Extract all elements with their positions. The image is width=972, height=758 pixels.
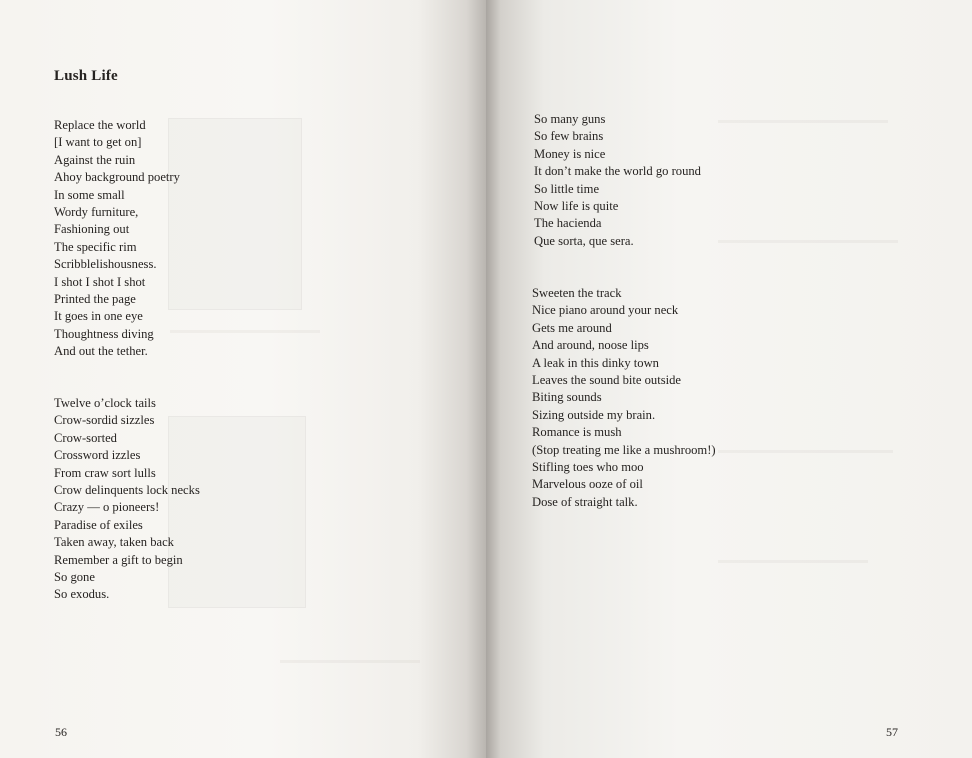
poem-line: Romance is mush <box>532 425 622 440</box>
poem-line: Thoughtness diving <box>54 326 154 341</box>
poem-line: Gets me around <box>532 320 612 335</box>
show-through-ghost <box>718 240 898 243</box>
poem-line: Crow-sordid sizzles <box>54 413 155 428</box>
poem-line: It goes in one eye <box>54 309 143 324</box>
poem-line: From craw sort lulls <box>54 465 156 480</box>
poem-line: It don’t make the world go round <box>534 164 701 179</box>
stanza <box>54 395 200 604</box>
poem-line: Leaves the sound bite outside <box>532 373 681 388</box>
poem-title: Lush Life <box>54 68 118 84</box>
page-number: 57 <box>886 725 898 739</box>
poem-line: Sizing outside my brain. <box>532 407 656 422</box>
poem-line: I shot I shot I shot <box>54 274 146 289</box>
poem-line: Crow-sorted <box>54 430 117 445</box>
poem-line: Crazy — o pioneers! <box>54 500 160 515</box>
stanza <box>54 117 180 361</box>
poem-line: Biting sounds <box>532 390 602 405</box>
poem-line: The specific rim <box>54 239 137 254</box>
poem-line: Marvelous ooze of oil <box>532 477 643 492</box>
poem-line: (Stop treating me like a mushroom!) <box>532 442 716 457</box>
poem-line: Paradise of exiles <box>54 517 143 532</box>
poem-line: Fashioning out <box>54 222 130 237</box>
page-number: 56 <box>55 725 67 739</box>
poem-line: Stifling toes who moo <box>532 460 644 475</box>
poem-line: Taken away, taken back <box>54 535 174 550</box>
poem-line: A leak in this dinky town <box>532 355 659 370</box>
show-through-ghost <box>718 560 868 563</box>
poem-line: Printed the page <box>54 292 136 307</box>
poem-line: So little time <box>534 181 600 196</box>
stanza <box>532 285 716 511</box>
poem-line: So many guns <box>534 112 606 126</box>
poem-line: Twelve o’clock tails <box>54 396 156 410</box>
poem-line: Against the ruin <box>54 152 136 167</box>
poem-line: Que sorta, que sera. <box>534 233 634 248</box>
show-through-ghost <box>170 330 320 333</box>
show-through-ghost <box>168 118 302 310</box>
poem-line: So exodus. <box>54 587 110 602</box>
poem-line: Wordy furniture, <box>54 205 139 220</box>
poem-line: Ahoy background poetry <box>54 170 180 185</box>
poem-line: Dose of straight talk. <box>532 494 638 509</box>
poem-line: [I want to get on] <box>54 135 142 150</box>
poem-line: In some small <box>54 187 125 202</box>
poem-line: Remember a gift to begin <box>54 552 183 567</box>
poem-line: So few brains <box>534 129 604 144</box>
poem-line: The hacienda <box>534 216 602 231</box>
poem-line: So gone <box>54 570 95 585</box>
poem-line: Now life is quite <box>534 199 619 214</box>
poem-line: Crossword izzles <box>54 448 141 463</box>
poem-line: Crow delinquents lock necks <box>54 483 200 498</box>
show-through-ghost <box>280 660 420 663</box>
poem-line: Sweeten the track <box>532 286 622 300</box>
poem-line: Nice piano around your neck <box>532 303 679 318</box>
show-through-ghost <box>718 120 888 123</box>
poem-line: Money is nice <box>534 146 606 161</box>
stanza <box>534 111 701 250</box>
poem-line: And around, noose lips <box>532 338 649 353</box>
right-page <box>486 0 972 758</box>
poem-line: Scribblelishousness. <box>54 257 157 272</box>
poem-line: Replace the world <box>54 118 146 132</box>
poem-line: And out the tether. <box>54 344 148 359</box>
show-through-ghost <box>718 450 893 453</box>
